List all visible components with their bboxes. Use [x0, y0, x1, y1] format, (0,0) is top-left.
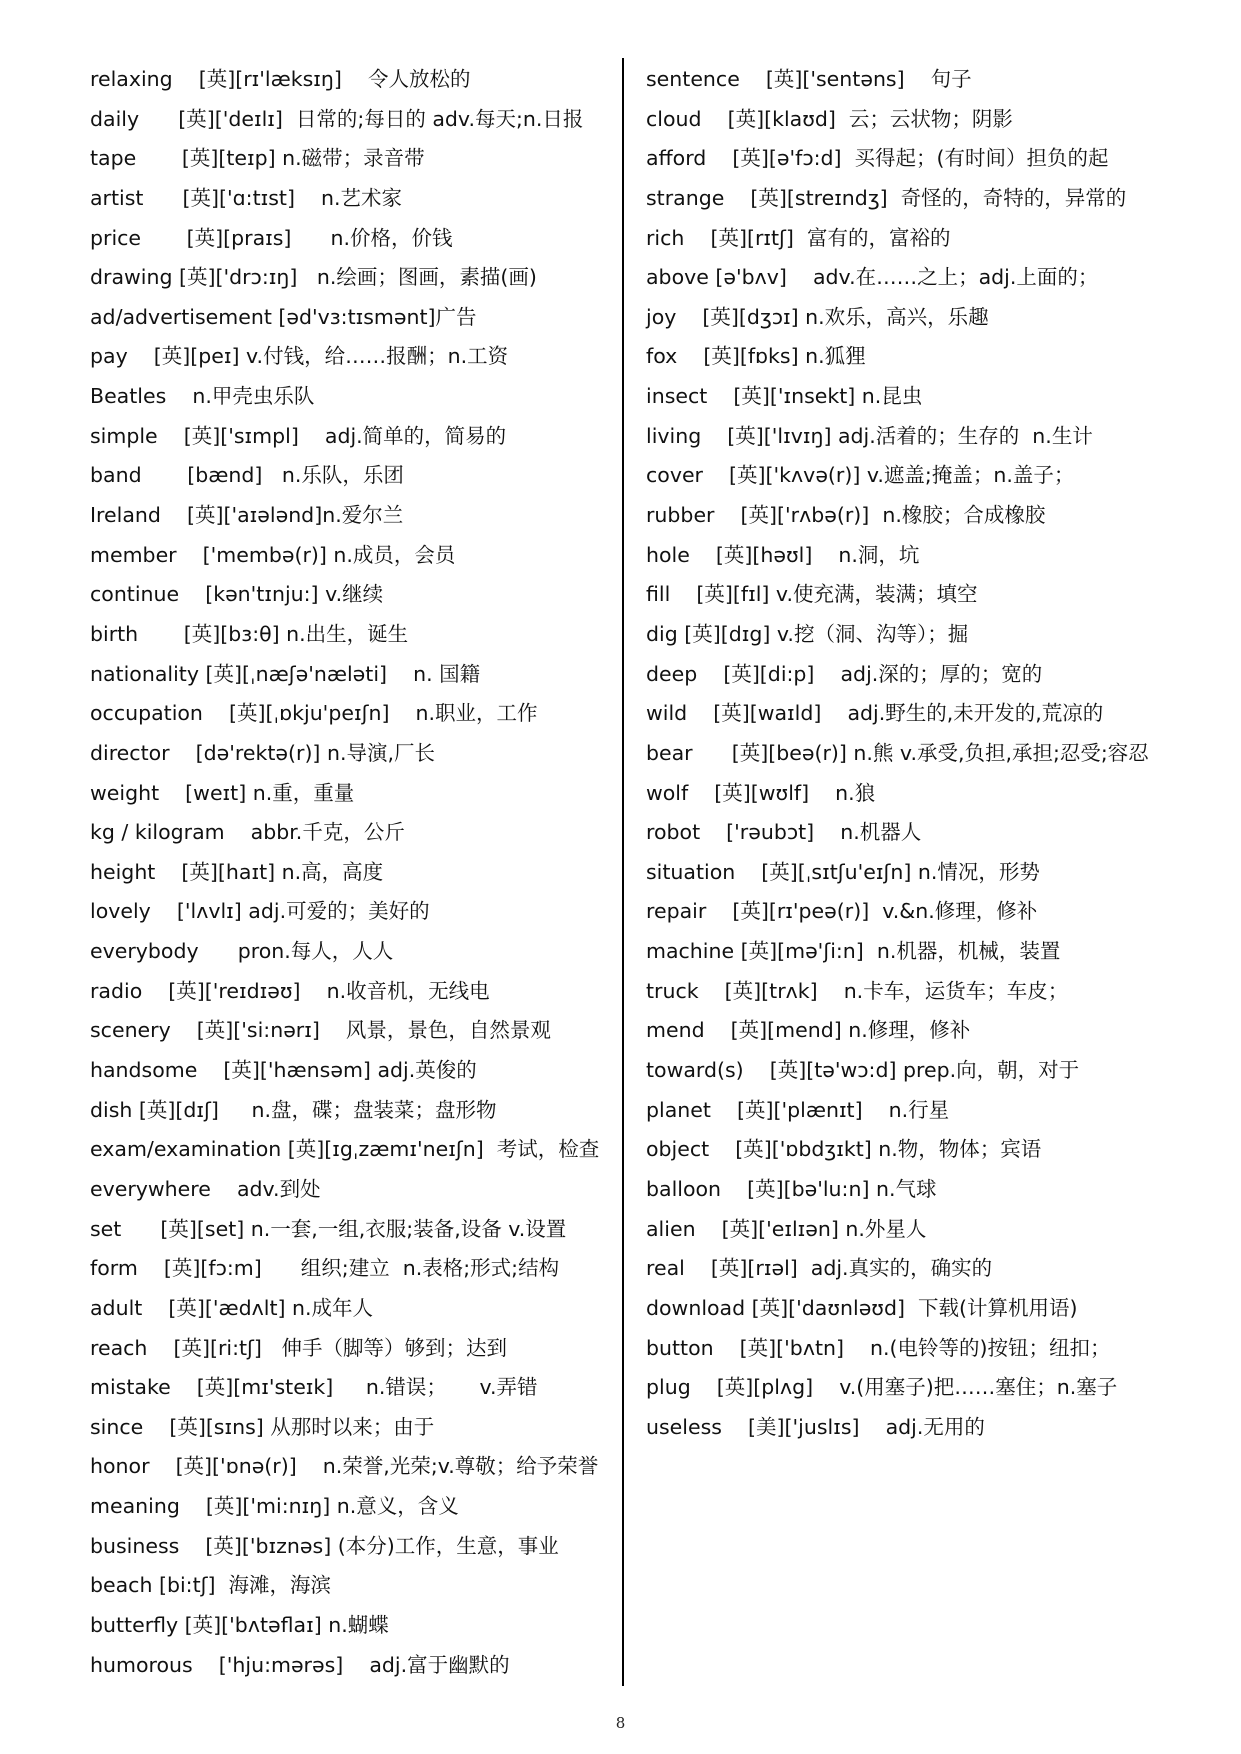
vocabulary-entry: situation [英][ˌsɪtʃu'eɪʃn] n.情况，形势: [646, 859, 1040, 884]
vocabulary-entry: Ireland [英]['aɪələnd]n.爱尔兰: [90, 503, 404, 528]
vocabulary-entry: real [英][rɪəl] adj.真实的，确实的: [646, 1256, 993, 1281]
vocabulary-entry: Beatles n.甲壳虫乐队: [90, 384, 315, 409]
vocabulary-entry: radio [英]['reɪdɪəʊ] n.收音机，无线电: [90, 978, 490, 1003]
vocabulary-entry: joy [英][dʒɔɪ] n.欢乐，高兴，乐趣: [646, 304, 989, 329]
vocabulary-entry: ad/advertisement [əd'vɜ:tɪsmənt]广告: [90, 304, 477, 329]
vocabulary-entry: meaning [英]['mi:nɪŋ] n.意义，含义: [90, 1494, 459, 1519]
vocabulary-entry: business [英]['bɪznəs] (本分)工作，生意，事业: [90, 1533, 559, 1558]
vocabulary-entry: band [bænd] n.乐队，乐团: [90, 463, 404, 488]
vocabulary-entry: lovely ['lʌvlɪ] adj.可爱的；美好的: [90, 899, 430, 924]
vocabulary-entry: tape [英][teɪp] n.磁带；录音带: [90, 146, 425, 171]
vocabulary-entry: strange [英][streɪndʒ] 奇怪的，奇特的，异常的: [646, 185, 1127, 210]
vocabulary-entry: mend [英][mend] n.修理，修补: [646, 1018, 971, 1043]
vocabulary-entry: dish [英][dɪʃ] n.盘，碟；盘装菜；盘形物: [90, 1097, 497, 1122]
vocabulary-entry: artist [英]['ɑ:tɪst] n.艺术家: [90, 185, 403, 210]
vocabulary-entry: mistake [英][mɪ'steɪk] n.错误； v.弄错: [90, 1375, 538, 1400]
vocabulary-entry: planet [英]['plænɪt] n.行星: [646, 1097, 950, 1122]
vocabulary-entry: height [英][haɪt] n.高，高度: [90, 859, 384, 884]
vocabulary-entry: reach [英][ri:tʃ] 伸手（脚等）够到；达到: [90, 1335, 507, 1360]
vocabulary-entry: download [英]['daʊnləʊd] 下载(计算机用语): [646, 1295, 1078, 1320]
vocabulary-entry: handsome [英]['hænsəm] adj.英俊的: [90, 1058, 477, 1083]
vocabulary-entry: humorous ['hju:mərəs] adj.富于幽默的: [90, 1652, 510, 1677]
vocabulary-entry: everybody pron.每人，人人: [90, 939, 394, 964]
vocabulary-entry: since [英][sɪns] 从那时以来；由于: [90, 1414, 435, 1439]
vocabulary-entry: robot ['rəubɔt] n.机器人: [646, 820, 922, 845]
page-number: 8: [615, 1714, 626, 1732]
vocabulary-entry: pay [英][peɪ] v.付钱，给……报酬；n.工资: [90, 344, 509, 369]
vocabulary-entry: deep [英][di:p] adj.深的；厚的；宽的: [646, 661, 1043, 686]
vocabulary-entry: scenery [英]['si:nərɪ] 风景，景色，自然景观: [90, 1018, 551, 1043]
vocabulary-entry: afford [英][ə'fɔ:d] 买得起；(有时间）担负的起: [646, 146, 1109, 171]
vocabulary-entry: cloud [英][klaʊd] 云；云状物；阴影: [646, 106, 1013, 131]
vocabulary-entry: price [英][praɪs] n.价格，价钱: [90, 225, 453, 250]
column-divider: [622, 58, 624, 1686]
vocabulary-entry: exam/examination [英][ɪgˌzæmɪ'neɪʃn] 考试，检查: [90, 1137, 600, 1162]
vocabulary-entry: weight [weɪt] n.重，重量: [90, 780, 355, 805]
vocabulary-entry: set [英][set] n.一套,一组,衣服;装备,设备 v.设置: [90, 1216, 567, 1241]
vocabulary-entry: above [ə'bʌv] adv.在……之上；adj.上面的；: [646, 265, 1099, 290]
vocabulary-entry: living [英]['lɪvɪŋ] adj.活着的；生存的 n.生计: [646, 423, 1093, 448]
right-column: [646, 60, 1216, 1447]
vocabulary-entry: fox [英][fɒks] n.狐狸: [646, 344, 866, 369]
vocabulary-entry: hole [英][həʊl] n.洞，坑: [646, 542, 920, 567]
vocabulary-entry: beach [bi:tʃ] 海滩，海滨: [90, 1573, 332, 1598]
vocabulary-entry: fill [英][fɪl] v.使充满，装满；填空: [646, 582, 978, 607]
vocabulary-entry: wolf [英][wʊlf] n.狼: [646, 780, 876, 805]
vocabulary-entry: dig [英][dɪg] v.挖（洞、沟等）；掘: [646, 621, 969, 646]
vocabulary-entry: member ['membə(r)] n.成员，会员: [90, 542, 456, 567]
vocabulary-entry: honor [英]['ɒnə(r)] n.荣誉,光荣;v.尊敬；给予荣誉: [90, 1454, 599, 1479]
vocabulary-entry: bear [英][beə(r)] n.熊 v.承受,负担,承担;忍受;容忍: [646, 740, 1149, 765]
vocabulary-entry: rubber [英]['rʌbə(r)] n.橡胶；合成橡胶: [646, 503, 1046, 528]
vocabulary-entry: toward(s) [英][tə'wɔ:d] prep.向，朝，对于: [646, 1058, 1080, 1083]
vocabulary-entry: wild [英][waɪld] adj.野生的,未开发的,荒凉的: [646, 701, 1104, 726]
vocabulary-entry: nationality [英][ˌnæʃə'næləti] n. 国籍: [90, 661, 481, 686]
vocabulary-entry: cover [英]['kʌvə(r)] v.遮盖;掩盖；n.盖子；: [646, 463, 1075, 488]
vocabulary-entry: rich [英][rɪtʃ] 富有的，富裕的: [646, 225, 951, 250]
vocabulary-entry: insect [英]['ɪnsekt] n.昆虫: [646, 384, 923, 409]
vocabulary-entry: director [də'rektə(r)] n.导演,厂长: [90, 740, 435, 765]
vocabulary-entry: adult [英]['ædʌlt] n.成年人: [90, 1295, 374, 1320]
vocabulary-entry: sentence [英]['sentəns] 句子: [646, 67, 972, 91]
vocabulary-entry: kg / kilogram abbr.千克，公斤: [90, 820, 405, 845]
vocabulary-entry: birth [英][bɜ:θ] n.出生，诞生: [90, 621, 409, 646]
vocabulary-entry: form [英][fɔ:m] 组织;建立 n.表格;形式;结构: [90, 1256, 560, 1281]
vocabulary-entry: relaxing [英][rɪ'læksɪŋ] 令人放松的: [90, 67, 471, 91]
vocabulary-entry: continue [kən'tɪnju:] v.继续: [90, 582, 384, 607]
vocabulary-entry: daily [英]['deɪlɪ] 日常的;每日的 adv.每天;n.日报: [90, 106, 584, 131]
vocabulary-entry: balloon [英][bə'lu:n] n.气球: [646, 1176, 937, 1201]
vocabulary-entry: truck [英][trʌk] n.卡车，运货车；车皮；: [646, 978, 1069, 1003]
vocabulary-entry: occupation [英][ˌɒkju'peɪʃn] n.职业，工作: [90, 701, 538, 726]
vocabulary-entry: simple [英]['sɪmpl] adj.简单的，简易的: [90, 423, 507, 448]
vocabulary-entry: button [英]['bʌtn] n.(电铃等的)按钮；纽扣；: [646, 1335, 1111, 1360]
vocabulary-entry: drawing [英]['drɔ:ɪŋ] n.绘画；图画，素描(画): [90, 265, 537, 290]
vocabulary-entry: useless [美]['juslɪs] adj.无用的: [646, 1414, 985, 1439]
vocabulary-entry: object [英]['ɒbdʒɪkt] n.物，物体；宾语: [646, 1137, 1042, 1162]
vocabulary-entry: repair [英][rɪ'peə(r)] v.&n.修理，修补: [646, 899, 1038, 924]
vocabulary-entry: machine [英][mə'ʃi:n] n.机器，机械，装置: [646, 939, 1061, 964]
vocabulary-entry: butterfly [英]['bʌtəflaɪ] n.蝴蝶: [90, 1612, 389, 1637]
vocabulary-entry: plug [英][plʌg] v.(用塞子)把……塞住；n.塞子: [646, 1375, 1118, 1400]
left-column: [90, 60, 610, 1685]
vocabulary-entry: everywhere adv.到处: [90, 1176, 321, 1201]
vocabulary-entry: alien [英]['eɪlɪən] n.外星人: [646, 1216, 927, 1241]
